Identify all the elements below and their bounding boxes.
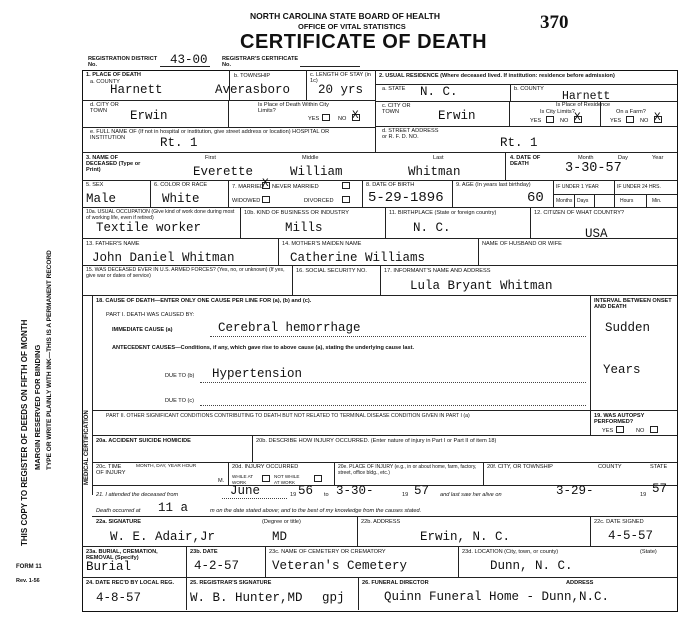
signer-address-value: Erwin, N. C. <box>420 530 511 544</box>
married-label: 7. MARRIED <box>232 184 265 190</box>
cemetery-label: 23c. NAME OF CEMETERY OR CREMATORY <box>269 549 386 555</box>
divorced-label: DIVORCED <box>304 198 334 204</box>
place-limits-no-label: NO <box>338 116 347 122</box>
due-to-b-interval: Years <box>603 363 641 377</box>
birthplace-value: N. C. <box>413 221 451 235</box>
place-of-injury-label: 20e. PLACE OF INJURY (e.g., in or about home, farm, factory, street, office bldg., etc.) <box>338 464 477 476</box>
res-farm-label: On a Farm? <box>616 109 646 115</box>
father-label: 13. FATHER'S NAME <box>86 241 140 247</box>
death-hour-value: 11 a <box>158 501 189 515</box>
date-received-value: 4-8-57 <box>96 591 142 605</box>
immediate-cause-value: Cerebral hemorrhage <box>218 321 361 335</box>
time-sub-label: MONTH, DAY, YEAR HOUR <box>136 464 197 469</box>
place-of-death-label: 1. PLACE OF DEATH <box>86 72 141 78</box>
death-occurred-label: Death occurred at <box>96 508 141 514</box>
last-name: Whitman <box>408 165 461 179</box>
injury-occurred-label: 20d. INJURY OCCURRED <box>232 464 299 470</box>
death-occurred-tail: m on the date stated above; and to the best of my knowledge from the causes stated. <box>210 508 422 514</box>
informant-label: 17. INFORMANT'S NAME AND ADDRESS <box>384 268 491 274</box>
widowed-checkbox[interactable] <box>262 196 270 203</box>
mother-label: 14. MOTHER'S MAIDEN NAME <box>282 241 362 247</box>
place-limits-yes-checkbox[interactable] <box>322 114 330 121</box>
accident-label: 20a. ACCIDENT SUICIDE HOMICIDE <box>96 438 191 444</box>
time-of-injury-label: 20c. TIME OF INJURY <box>96 464 126 476</box>
place-township-label: b. TOWNSHIP <box>234 73 271 79</box>
autopsy-label: 19. WAS AUTOPSY PERFORMED? <box>594 413 645 425</box>
cemetery-value: Veteran's Cemetery <box>272 559 408 573</box>
res-limits-no-label: NO <box>560 118 569 124</box>
antecedent-causes-label: ANTECEDENT CAUSES—Conditions, if any, which gave rise to above cause (a), stating the underlying cause last. <box>112 345 415 351</box>
registrar-cert-label: REGISTRAR'S CERTIFICATE No. <box>222 56 299 68</box>
middle-label: Middle <box>302 155 319 161</box>
signer-address-label: 22b. ADDRESS <box>361 519 401 525</box>
autopsy-yes-checkbox[interactable] <box>616 426 624 433</box>
while-at-work-label: WHILE AT WORK <box>232 474 254 485</box>
race-label: 6. COLOR OR RACE <box>154 182 208 188</box>
occupation-value: Textile worker <box>96 221 202 235</box>
age-value: 60 <box>527 190 544 206</box>
sex-label: 5. SEX <box>86 182 104 188</box>
place-township-value: Averasboro <box>215 83 291 97</box>
due-to-b-value: Hypertension <box>212 367 303 381</box>
not-while-at-work-checkbox[interactable] <box>314 475 322 482</box>
length-of-stay-value: 20 yrs <box>318 83 364 97</box>
burial-location-value: Dunn, N. C. <box>490 559 573 573</box>
never-married-checkbox[interactable] <box>342 182 350 189</box>
date-signed-value: 4-5-57 <box>608 529 654 543</box>
attended-to-year: 57 <box>414 484 430 498</box>
last-seen-value: 3-29- <box>556 484 594 498</box>
sex-value: Male <box>86 192 117 206</box>
res-place-label: Is Place of Residence <box>556 102 611 108</box>
burial-label: 23a. BURIAL, CREMATION, REMOVAL (Specify) <box>86 549 158 561</box>
husband-wife-label: NAME OF HUSBAND OR WIFE <box>482 241 562 247</box>
signature-label: 22a. SIGNATURE <box>96 519 141 525</box>
date-of-death-label: 4. DATE OF DEATH <box>510 155 541 167</box>
race-value: White <box>162 192 200 206</box>
first-name: Everette <box>193 165 254 179</box>
birth-value: 5-29-1896 <box>368 190 444 206</box>
last-seen-label: and last saw her alive on <box>440 492 502 498</box>
married-x-mark: X <box>262 178 269 190</box>
not-while-at-work-label: NOT WHILE AT WORK <box>274 474 300 485</box>
side-note-binding: MARGIN RESERVED FOR BINDING <box>33 344 42 470</box>
dod-day-label: Day <box>618 155 628 161</box>
age-label: 9. AGE (In years last birthday) <box>456 182 531 188</box>
mother-value: Catherine Williams <box>290 251 426 265</box>
middle-name: William <box>290 165 343 179</box>
certificate-number: 370 <box>540 12 569 33</box>
funeral-address-label: ADDRESS <box>566 580 594 586</box>
place-limits-x-mark: X <box>352 110 359 122</box>
res-city-value: Erwin <box>438 109 476 123</box>
burial-date-value: 4-2-57 <box>194 559 240 573</box>
res-farm-yes-checkbox[interactable] <box>626 116 634 123</box>
part-one-label: PART I. DEATH WAS CAUSED BY: <box>106 312 195 318</box>
birth-label: 8. DATE OF BIRTH <box>366 182 415 188</box>
place-city-limits-label: Is Place of Death Within City Limits? <box>258 102 329 114</box>
informant-value: Lula Bryant Whitman <box>410 279 553 293</box>
dod-year-label: Year <box>652 155 664 161</box>
min-label: Min. <box>652 198 662 204</box>
res-city-limits-label: Is City Limits? <box>540 109 575 115</box>
burial-state-label: (State) <box>640 549 657 555</box>
part-two-label: PART II. OTHER SIGNIFICANT CONDITIONS CONTRIBUTING TO DEATH BUT NOT RELATED TO TERMINAL DISEASE CONDITION GIVEN IN PART I (a) <box>106 413 470 419</box>
time-m-label: M. <box>218 478 225 484</box>
attended-to-label: to <box>324 492 329 498</box>
res-limits-yes-checkbox[interactable] <box>546 116 554 123</box>
autopsy-yes-label: YES <box>602 428 614 434</box>
burial-date-label: 23b. DATE <box>190 549 218 555</box>
medical-certification-label: MEDICAL CERTIFICATION <box>84 410 90 485</box>
industry-label: 10b. KIND OF BUSINESS OR INDUSTRY <box>244 210 349 216</box>
registrar-initials: gpj <box>322 591 345 605</box>
due-to-c-label: DUE TO (c) <box>165 398 195 404</box>
registrar-signature-label: 25. REGISTRAR'S SIGNATURE <box>190 580 272 586</box>
res-state-label: a. STATE <box>382 86 406 92</box>
degree-label: (Degree or title) <box>262 519 301 525</box>
res-street-value: Rt. 1 <box>500 136 538 150</box>
while-at-work-checkbox[interactable] <box>262 475 270 482</box>
res-state-value: N. C. <box>420 85 458 99</box>
injury-county-label: COUNTY <box>598 464 622 470</box>
autopsy-no-label: NO <box>636 428 645 434</box>
interval-label: INTERVAL BETWEEN ONSET AND DEATH <box>594 298 672 310</box>
hours-label: Hours <box>620 198 634 204</box>
hospital-label: e. FULL NAME OF (If not in hospital or institution, give street address or location) HOSPITAL OR INSTITUTION <box>90 129 330 141</box>
date-signed-label: 22c. DATE SIGNED <box>594 519 644 525</box>
funeral-director-label: 26. FUNERAL DIRECTOR <box>362 580 429 586</box>
cause-of-death-label: 18. CAUSE OF DEATH—ENTER ONLY ONE CAUSE PER LINE FOR (a), (b) and (c). <box>96 298 312 304</box>
deceased-name-label: 3. NAME OF DECEASED (Type or Print) <box>86 155 141 173</box>
attended-19-label-3: 19 <box>640 492 647 498</box>
res-county-value: Harnett <box>562 90 611 103</box>
social-security-label: 16. SOCIAL SECURITY NO. <box>296 268 367 274</box>
attended-19-label-1: 19 <box>290 492 297 498</box>
board-name: NORTH CAROLINA STATE BOARD OF HEALTH <box>250 11 440 21</box>
last-label: Last <box>433 155 444 161</box>
res-limits-yes-label: YES <box>530 118 542 124</box>
never-married-label: NEVER MARRIED <box>272 184 319 190</box>
armed-forces-label: 15. WAS DECEASED EVER IN U.S. ARMED FORCES? (Yes, no, or unknown) (If yes, give war or dates of service) <box>86 267 285 279</box>
under-1-year-label: IF UNDER 1 YEAR <box>556 184 599 190</box>
registration-district-label: REGISTRATION DISTRICT No. <box>88 56 158 68</box>
birthplace-label: 11. BIRTHPLACE (State or foreign country) <box>389 210 497 216</box>
injury-description-label: 20b. DESCRIBE HOW INJURY OCCURRED. (Enter nature of injury in Part I or Part II of item 18) <box>256 438 497 444</box>
first-label: First <box>205 155 216 161</box>
under-24-hrs-label: IF UNDER 24 HRS. <box>617 184 661 190</box>
due-to-b-label: DUE TO (b) <box>165 373 195 379</box>
side-note-ink: TYPE OR WRITE PLAINLY WITH INK—THIS IS A PERMANENT RECORD <box>46 250 53 470</box>
widowed-label: WIDOWED <box>232 198 261 204</box>
industry-value: Mills <box>285 221 323 235</box>
injury-city-label: 20f. CITY, OR TOWNSHIP <box>487 464 553 470</box>
res-farm-no-label: NO <box>640 118 649 124</box>
res-city-label: c. CITY OR TOWN <box>382 103 411 115</box>
signature-value: W. E. Adair,Jr <box>110 530 216 544</box>
degree-value: MD <box>272 530 288 544</box>
attended-label: 21. I attended the deceased from <box>96 492 179 498</box>
citizen-value: USA <box>585 227 608 241</box>
office-name: OFFICE OF VITAL STATISTICS <box>298 22 406 31</box>
res-farm-yes-label: YES <box>610 118 622 124</box>
burial-location-label: 23d. LOCATION (City, town, or county) <box>462 549 559 555</box>
res-limits-x-mark: X <box>574 112 581 124</box>
attended-from-value: June <box>230 484 261 498</box>
divorced-checkbox[interactable] <box>342 196 350 203</box>
place-limits-yes-label: YES <box>308 116 320 122</box>
attended-to-value: 3-30- <box>336 484 374 498</box>
immediate-interval-value: Sudden <box>605 321 651 335</box>
funeral-director-value: Quinn Funeral Home - Dunn,N.C. <box>384 590 610 604</box>
registrar-signature-value: W. B. Hunter,MD <box>190 591 303 605</box>
immediate-cause-label: IMMEDIATE CAUSE (a) <box>112 327 173 333</box>
days-label: Days <box>577 198 589 204</box>
side-note-register: THIS COPY TO REGISTER OF DEEDS ON FIFTH OF MONTH <box>20 319 29 546</box>
res-county-label: b. COUNTY <box>514 86 544 92</box>
form-number: FORM 11 <box>16 564 42 570</box>
dod-month-label: Month <box>578 155 594 161</box>
injury-state-label: STATE <box>650 464 668 470</box>
form-revision: Rev. 1-56 <box>16 578 40 584</box>
hospital-value: Rt. 1 <box>160 136 198 150</box>
length-of-stay-label: c. LENGTH OF STAY (in 1c) <box>310 72 371 84</box>
attended-from-year: 56 <box>298 484 314 498</box>
burial-value: Burial <box>86 560 132 574</box>
place-county-value: Harnett <box>110 83 163 97</box>
place-city-value: Erwin <box>130 109 168 123</box>
res-street-label: d. STREET ADDRESS or R. F. D. NO. <box>382 128 439 140</box>
place-city-label: d. CITY OR TOWN <box>90 102 119 114</box>
citizen-label: 12. CITIZEN OF WHAT COUNTRY? <box>534 210 625 216</box>
date-of-death-value: 3-30-57 <box>565 161 622 176</box>
last-seen-year: 57 <box>652 482 668 496</box>
father-value: John Daniel Whitman <box>92 251 235 265</box>
place-county-label: a. COUNTY <box>90 79 120 85</box>
date-received-label: 24. DATE REC'D BY LOCAL REG. <box>86 580 175 586</box>
attended-19-label-2: 19 <box>402 492 409 498</box>
autopsy-no-checkbox[interactable] <box>650 426 658 433</box>
months-label: Months <box>556 198 573 204</box>
usual-residence-label: 2. USUAL RESIDENCE (Where deceased lived. If institution: residence before admission) <box>379 73 615 79</box>
registration-district-value: 43-00 <box>170 53 208 67</box>
res-farm-x-mark: X <box>654 112 661 124</box>
page-title: CERTIFICATE OF DEATH <box>240 31 488 53</box>
occupation-label: 10a. USUAL OCCUPATION (Give kind of work done during most of working life, even if retired) <box>86 209 235 221</box>
